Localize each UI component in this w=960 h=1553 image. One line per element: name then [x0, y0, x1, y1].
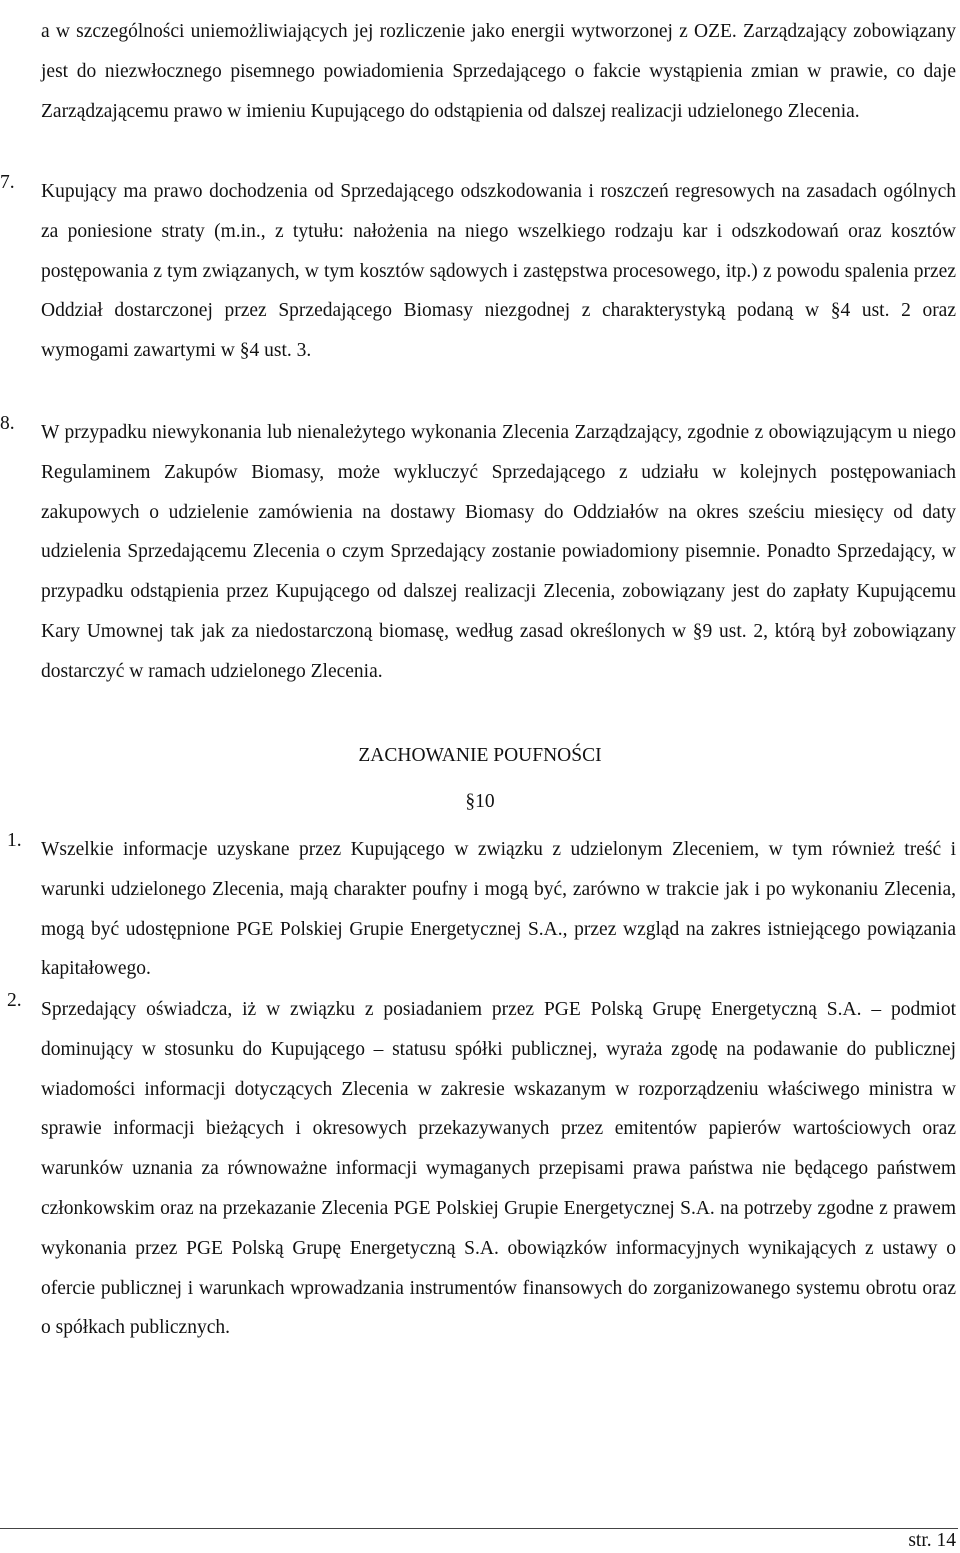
item-2-text: Sprzedający oświadcza, iż w związku z posiadaniem przez PGE Polską Grupę Energetyczną S.A. – podmiot dominujący w stosunku do Kupującego – statusu spółki publicznej, wyraża zgodę na podawanie do publicznej wiadomości informacji dotyczących Zlecenia w zakresie wskazanym w rozporządzeniu właściwego ministra w sprawie informacji bieżących i okresowych przekazywanych przez emitentów papierów wartościowych oraz warunków uznania za równoważne informacji wymaganych przepisami prawa państwa nie będącego państwem członkowskim oraz na przekazanie Zlecenia PGE Polskiej Grupie Energetycznej S.A. na potrzeby zgodne z prawem wykonania przez PGE Polską Grupę Energetyczną S.A. obowiązków informacyjnych wynikających z ustawy o ofercie publicznej i warunkach wprowadzania instrumentów finansowych do zorganizowanego systemu obrotu oraz o spółkach publicznych. [41, 999, 956, 1339]
item-7-text: Kupujący ma prawo dochodzenia od Sprzedającego odszkodowania i roszczeń regresowych na zasadach ogólnych za poniesione straty (m.in., z tytułu: nałożenia na niego wszelkiego rodzaju kar i odszkodowań oraz kosztów postępowania z tym związanych, w tym kosztów sądowych i zastępstwa procesowego, itp.) z powodu spalenia przez Oddział dostarczonej przez Sprzedającego Biomasy niezgodnej z charakterystyką podaną w §4 ust. 2 oraz wymogami zawartymi w §4 ust. 3. [41, 181, 956, 362]
page-number: str. 14 [908, 1530, 956, 1551]
item-8-number: 8. [0, 413, 15, 434]
section-paragraph-mark: §10 [465, 791, 495, 812]
item-1-number: 1. [7, 830, 22, 851]
continuation-paragraph: a w szczególności uniemożliwiających jej rozliczenie jako energii wytworzonej z OZE. Zarządzający zobowiązany jest do niezwłocznego pisemnego powiadomienia Sprzedającego o fakcie wystąpienia zmian w prawie, co daje Zarządzającemu prawo w imieniu Kupującego do odstąpienia od dalszej realizacji udzielonego Zlecenia. [41, 21, 956, 122]
item-7-number: 7. [0, 172, 15, 193]
item-1-text: Wszelkie informacje uzyskane przez Kupującego w związku z udzielonym Zleceniem, w tym również treść i warunki udzielonego Zlecenia, mają charakter poufny i mogą być, zarówno w trakcie jak i po wykonaniu Zlecenia, mogą być udostępnione PGE Polskiej Grupie Energetycznej S.A., przez wzgląd na zakres istniejącego powiązania kapitałowego. [41, 839, 956, 980]
section-title: ZACHOWANIE POUFNOŚCI [358, 745, 602, 766]
footer-rule [0, 1528, 958, 1529]
item-2-number: 2. [7, 990, 22, 1011]
item-8-text: W przypadku niewykonania lub nienależytego wykonania Zlecenia Zarządzający, zgodnie z obowiązującym u niego Regulaminem Zakupów Biomasy, może wykluczyć Sprzedającego z udziału w kolejnych postępowaniach zakupowych o udzielenie zamówienia na dostawy Biomasy do Oddziałów na okres sześciu miesięcy od daty udzielenia Sprzedającemu Zlecenia o czym Sprzedający zostanie powiadomiony pisemnie. Ponadto Sprzedający, w przypadku odstąpienia przez Kupującego od dalszej realizacji Zlecenia, zobowiązany jest do zapłaty Kupującemu Kary Umownej tak jak za niedostarczoną biomasę, według zasad określonych w §9 ust. 2, którą był zobowiązany dostarczyć w ramach udzielonego Zlecenia. [41, 422, 956, 682]
